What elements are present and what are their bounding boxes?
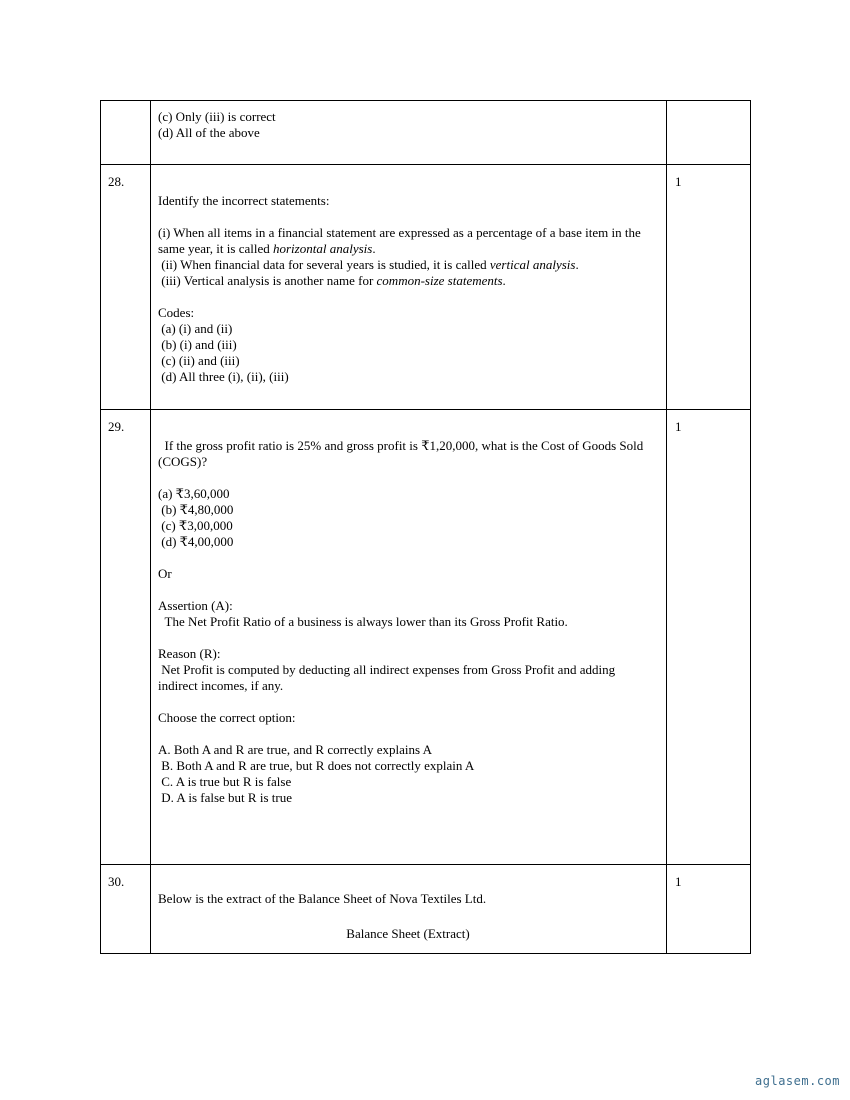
question-table: [100, 100, 751, 954]
choice-b: B. Both A and R are true, but R does not correctly explain A: [158, 758, 475, 773]
question-number: 28.: [101, 165, 151, 410]
statement-i: (i) When all items in a financial statement are expressed as a percentage of a base item in the same year, it is called horizontal analysis.: [158, 225, 644, 256]
balance-sheet-title: Balance Sheet (Extract): [346, 926, 470, 941]
option-d: (d) All of the above: [158, 125, 260, 140]
option-c: (c) (ii) and (iii): [158, 353, 240, 368]
reason-label: Reason (R):: [158, 646, 221, 661]
statement-iii: (iii) Vertical analysis is another name for common-size statements.: [158, 273, 506, 288]
option-b: (b) ₹4,80,000: [158, 502, 234, 517]
option-c: (c) Only (iii) is correct: [158, 109, 276, 124]
table-row-continuation: [101, 101, 751, 165]
assertion-label: Assertion (A):: [158, 598, 233, 613]
choice-a: A. Both A and R are true, and R correctly explains A: [158, 742, 433, 757]
option-d: (d) ₹4,00,000: [158, 534, 234, 549]
question-prompt: If the gross profit ratio is 25% and gross profit is ₹1,20,000, what is the Cost of Goods Sold (COGS)?: [158, 438, 647, 469]
site-watermark: aglasem.com: [755, 1074, 840, 1088]
table-row-q30: [101, 865, 751, 954]
assertion-text: The Net Profit Ratio of a business is always lower than its Gross Profit Ratio.: [158, 614, 568, 629]
reason-text: Net Profit is computed by deducting all indirect expenses from Gross Profit and adding indirect incomes, if any.: [158, 662, 619, 693]
marks-value: 1: [667, 165, 751, 410]
or-separator: Or: [158, 566, 172, 581]
marks-value: 1: [667, 410, 751, 865]
question-intro: Below is the extract of the Balance Sheet of Nova Textiles Ltd.: [158, 891, 487, 906]
choice-c: C. A is true but R is false: [158, 774, 292, 789]
choice-d: D. A is false but R is true: [158, 790, 292, 805]
codes-label: Codes:: [158, 305, 195, 320]
table-row-q29: [101, 410, 751, 865]
question-body-cell: [151, 101, 667, 165]
choose-instruction: Choose the correct option:: [158, 710, 296, 725]
option-b: (b) (i) and (iii): [158, 337, 237, 352]
question-number: 30.: [101, 865, 151, 954]
option-a: (a) (i) and (ii): [158, 321, 233, 336]
question-number-cell: [101, 101, 151, 165]
question-prompt: Identify the incorrect statements:: [158, 193, 330, 208]
question-body-q29: [151, 410, 667, 865]
marks-cell: [667, 101, 751, 165]
statement-ii: (ii) When financial data for several years is studied, it is called vertical analysis.: [158, 257, 579, 272]
option-d: (d) All three (i), (ii), (iii): [158, 369, 289, 384]
question-number: 29.: [101, 410, 151, 865]
table-row-q28: [101, 165, 751, 410]
option-c: (c) ₹3,00,000: [158, 518, 233, 533]
option-a: (a) ₹3,60,000: [158, 486, 230, 501]
question-body-q30: [151, 865, 667, 954]
marks-value: 1: [667, 865, 751, 954]
question-body-q28: [151, 165, 667, 410]
